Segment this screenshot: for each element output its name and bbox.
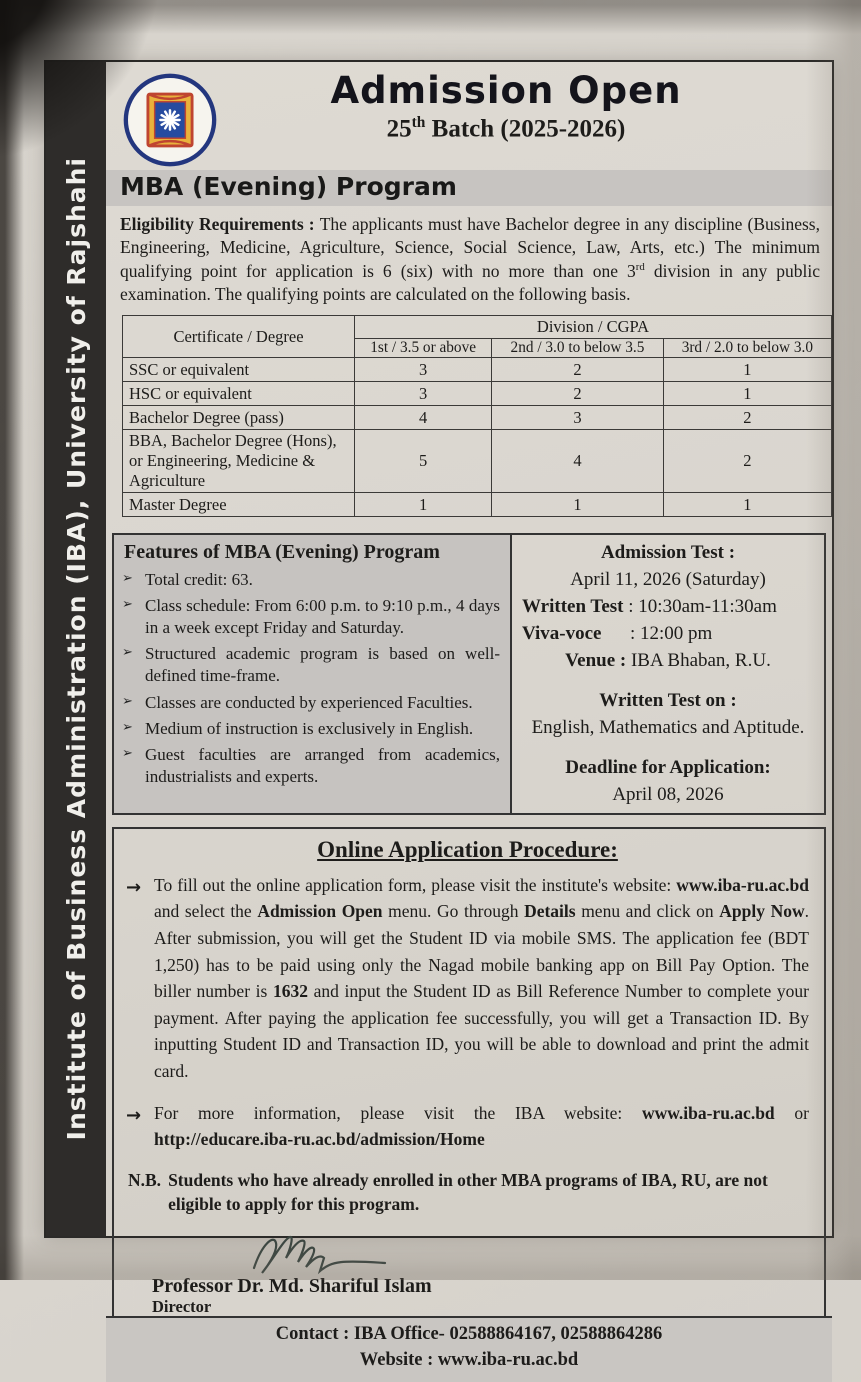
features-and-test-section xyxy=(112,533,826,815)
arrow-icon: → xyxy=(126,1104,142,1126)
arrow-bullet-icon: ➢ xyxy=(122,571,133,587)
signatory-title: Director xyxy=(152,1297,212,1316)
university-logo xyxy=(122,72,226,173)
features-title: Features of MBA (Evening) Program xyxy=(124,541,440,564)
certificate-degree-header: Certificate / Degree xyxy=(123,316,355,358)
arrow-bullet-icon: ➢ xyxy=(122,745,133,761)
poster-title: Admission Open xyxy=(330,69,682,112)
university-of-rajshahi-logo-icon xyxy=(122,72,218,168)
procedure-step-1 xyxy=(126,872,809,1085)
feature-item: ➢ Class schedule: From 6:00 p.m. to 9:10 p.m., 4 days in a week except Friday and Saturday. xyxy=(122,595,500,639)
qualifying-points-table xyxy=(122,315,832,517)
table-row: BBA, Bachelor Degree (Hons), or Engineering, Medicine & Agriculture 5 4 2 xyxy=(123,430,832,493)
table-header xyxy=(123,316,832,358)
admission-poster xyxy=(44,60,834,1370)
procedure-title: Online Application Procedure: xyxy=(317,836,618,862)
contact-line: Contact : IBA Office- 02588864167, 02588864286 xyxy=(275,1324,663,1345)
procedure-step-2-text: For more information, please visit the IBA website: www.iba-ru.ac.bd or http://educare.iba-ru.ac.bd/admission/Home xyxy=(154,1102,809,1150)
table-row: Bachelor Degree (pass) 4 3 2 xyxy=(123,406,832,430)
feature-item: ➢ Medium of instruction is exclusively in English. xyxy=(122,718,500,740)
feature-item: ➢ Total credit: 63. xyxy=(122,569,500,591)
table-row: HSC or equivalent 3 2 1 xyxy=(123,382,832,406)
vertical-institute-banner xyxy=(46,62,106,1236)
nb-text: Students who have already enrolled in other MBA programs of IBA, RU, are not eligible to apply for this program. xyxy=(168,1169,768,1214)
program-name-bar: MBA (Evening) Program xyxy=(106,170,832,206)
viva-voce-time: Viva-voce : 12:00 pm xyxy=(522,622,713,644)
arrow-bullet-icon: ➢ xyxy=(122,693,133,709)
batch-subtitle: 25th Batch (2025-2026) xyxy=(386,113,626,143)
online-application-procedure-box xyxy=(112,827,826,1316)
arrow-icon: → xyxy=(126,876,142,898)
table-row: Master Degree 1 1 1 xyxy=(123,493,832,517)
admission-test-heading: Admission Test : xyxy=(600,542,736,564)
feature-item: ➢ Guest faculties are arranged from academics, industrialists and experts. xyxy=(122,744,500,788)
signature-block xyxy=(152,1228,809,1316)
written-test-subjects: English, Mathematics and Aptitude. xyxy=(531,716,805,738)
poster-content xyxy=(106,62,832,1370)
feature-item: ➢ Structured academic program is based on well-defined time-frame. xyxy=(122,643,500,687)
venue-line: Venue : IBA Bhaban, R.U. xyxy=(565,649,771,671)
poster-header xyxy=(106,62,832,164)
contact-footer xyxy=(106,1316,832,1382)
admission-test-box xyxy=(512,533,826,815)
features-list xyxy=(122,569,500,788)
arrow-bullet-icon: ➢ xyxy=(122,597,133,613)
admission-test-date: April 11, 2026 (Saturday) xyxy=(570,569,766,591)
signatory-name: Professor Dr. Md. Shariful Islam xyxy=(152,1275,432,1297)
arrow-bullet-icon: ➢ xyxy=(122,645,133,661)
third-division-header: 3rd / 2.0 to below 3.0 xyxy=(663,339,831,358)
second-division-header: 2nd / 3.0 to below 3.5 xyxy=(492,339,663,358)
nota-bene xyxy=(128,1168,809,1216)
table-body xyxy=(123,358,832,517)
arrow-bullet-icon: ➢ xyxy=(122,719,133,735)
vertical-banner-text: Institute of Business Administration (IBA), University of Rajshahi xyxy=(61,157,91,1141)
deadline-date: April 08, 2026 xyxy=(612,783,724,805)
feature-item: ➢ Classes are conducted by experienced Faculties. xyxy=(122,692,500,714)
nb-label: N.B. xyxy=(128,1169,162,1190)
features-box xyxy=(112,533,512,815)
deadline-heading: Deadline for Application: xyxy=(565,756,771,778)
division-cgpa-header: Division / CGPA xyxy=(355,316,832,339)
written-test-time: Written Test : 10:30am-11:30am xyxy=(522,596,777,617)
website-line: Website : www.iba-ru.ac.bd xyxy=(359,1349,579,1370)
procedure-step-2 xyxy=(126,1100,809,1153)
table-row: SSC or equivalent 3 2 1 xyxy=(123,358,832,382)
written-test-on-heading: Written Test on : xyxy=(599,689,737,711)
first-division-header: 1st / 3.5 or above xyxy=(355,339,492,358)
procedure-step-1-text: To fill out the online application form, please visit the institute's website: www.iba-ru.ac.bd and select the Admission Open menu. Go through Details menu and click on Apply Now. After submission, you will get the Student ID via mobile SMS. The application fee (BDT 1,250) has to be paid using only the Nagad mobile banking app on Bill Pay Option. The biller number is 1632 and input the Student ID as Bill Reference Number to complete your payment. After paying the application fee successfully, you will get a Transaction ID. By inputting Student ID and Transaction ID, you will be able to download and print the admit card. xyxy=(154,874,810,1081)
eligibility-paragraph: Eligibility Requirements : The applicants must have Bachelor degree in any discipline (Business, Engineering, Medicine, Agriculture, Science, Social Science, Law, Arts, etc.) The minimum qualifying point for application is 6 (six) with no more than one 3rd division in any public examination. The qualifying points are calculated on the following basis. xyxy=(120,214,820,304)
header-titles xyxy=(226,69,822,143)
